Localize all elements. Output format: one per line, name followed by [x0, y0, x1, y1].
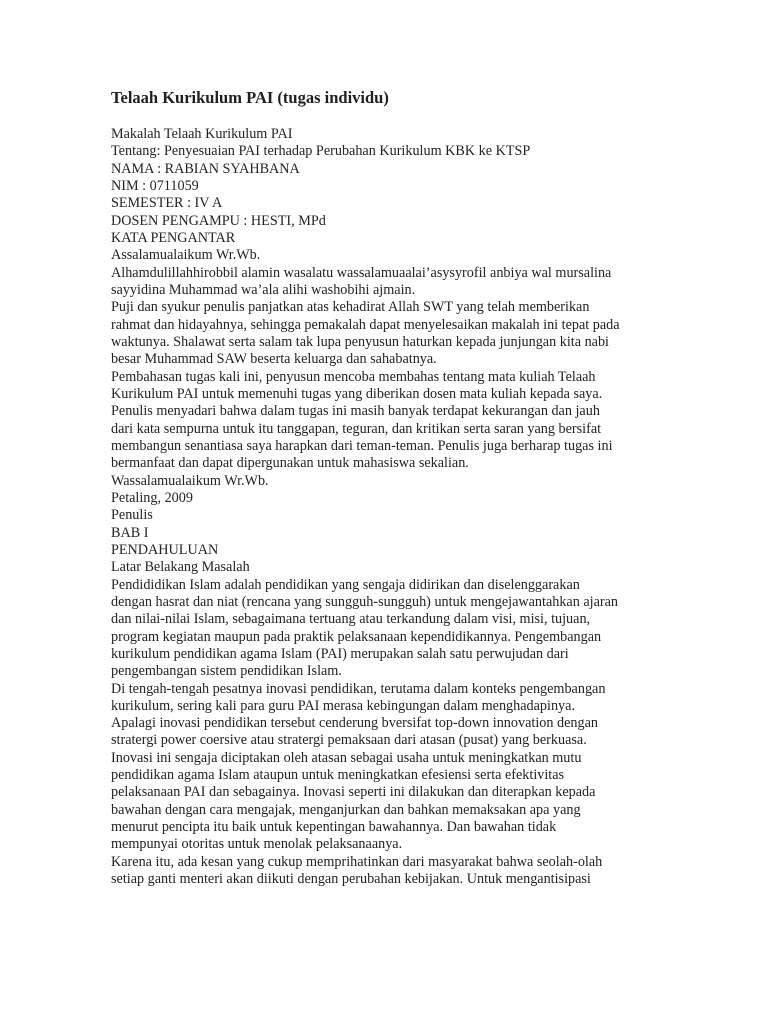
document-line: dari kata sempurna untuk itu tanggapan, teguran, dan kritikan serta saran yang bersifat	[111, 420, 602, 437]
document-line: pendidikan agama Islam ataupun untuk meningkatkan efesiensi serta efektivitas	[111, 767, 565, 784]
document-line: Assalamualaikum Wr.Wb.	[111, 247, 261, 264]
document-line: Penulis menyadari bahwa dalam tugas ini masih banyak terdapat kekurangan dan jauh	[111, 403, 600, 420]
document-line: NAMA : RABIAN SYAHBANA	[111, 160, 300, 177]
document-line: pengembangan sistem pendidikan Islam.	[111, 663, 342, 680]
document-line: pelaksanaan PAI dan sebagainya. Inovasi seperti ini dilakukan dan diterapkan kepada	[111, 784, 596, 801]
document-line: program kegiatan maupun pada praktik pelaksanaan kependidikannya. Pengembangan	[111, 628, 602, 645]
document-line: bermanfaat dan dapat dipergunakan untuk mahasiswa sekalian.	[111, 455, 469, 472]
document-line: besar Muhammad SAW beserta keluarga dan sahabatnya.	[111, 351, 437, 368]
document-line: Wassalamualaikum Wr.Wb.	[111, 472, 269, 489]
document-line: Apalagi inovasi pendidikan tersebut cenderung bversifat top-down innovation dengan	[111, 715, 598, 732]
document-line: Penulis	[111, 507, 153, 524]
document-title: Telaah Kurikulum PAI (tugas individu)	[111, 88, 389, 107]
document-line: KATA PENGANTAR	[111, 229, 236, 246]
document-line: Puji dan syukur penulis panjatkan atas kehadirat Allah SWT yang telah memberikan	[111, 299, 590, 316]
document-line: Karena itu, ada kesan yang cukup memprihatinkan dari masyarakat bahwa seolah-olah	[111, 853, 603, 870]
document-line: Kurikulum PAI untuk memenuhi tugas yang diberikan dosen mata kuliah kepada saya.	[111, 385, 603, 402]
document-line: Latar Belakang Masalah	[111, 559, 250, 576]
document-line: Tentang: Penyesuaian PAI terhadap Perubahan Kurikulum KBK ke KTSP	[111, 143, 531, 160]
document-line: PENDAHULUAN	[111, 541, 219, 558]
document-line: Di tengah-tengah pesatnya inovasi pendidikan, terutama dalam konteks pengembangan	[111, 680, 606, 697]
document-line: mempunyai otoritas untuk menolak pelaksanaanya.	[111, 836, 403, 853]
document-body	[111, 126, 671, 888]
document-line: kurikulum pendidikan agama Islam (PAI) merupakan salah satu perwujudan dari	[111, 645, 569, 662]
document-line: stratergi power coersive atau stratergi pemaksaan dari atasan (pusat) yang berkuasa.	[111, 732, 587, 749]
document-line: sayyidina Muhammad wa’ala alihi washobihi ajmain.	[111, 281, 416, 298]
document-line: rahmat dan hidayahnya, sehingga pemakalah dapat menyelesaikan makalah ini tepat pada	[111, 316, 620, 333]
document-line: membangun senantiasa saya harapkan dari teman-teman. Penulis juga berharap tugas ini	[111, 437, 613, 454]
document-line: dengan hasrat dan niat (rencana yang sungguh-sungguh) untuk mengejawantahkan ajaran	[111, 593, 619, 610]
document-line: menurut pencipta itu baik untuk kepentingan bawahannya. Dan bawahan tidak	[111, 819, 557, 836]
document-line: Alhamdulillahhirobbil alamin wasalatu wassalamuaalai’asysyrofil anbiya wal mursalina	[111, 264, 612, 281]
document-line: bawahan dengan cara mengajak, menganjurkan dan bahkan memaksakan apa yang	[111, 801, 581, 818]
document-line: Pendididikan Islam adalah pendidikan yang sengaja didirikan dan diselenggarakan	[111, 576, 580, 593]
document-line: dan nilai-nilai Islam, sebagaimana tertuang atau terkandung dalam visi, misi, tujuan,	[111, 611, 591, 628]
document-line: Inovasi ini sengaja diciptakan oleh atasan sebagai usaha untuk meningkatkan mutu	[111, 749, 582, 766]
document-line: Pembahasan tugas kali ini, penyusun mencoba membahas tentang mata kuliah Telaah	[111, 368, 596, 385]
document-line: Petaling, 2009	[111, 489, 193, 506]
document-line: NIM : 0711059	[111, 177, 199, 194]
document-line: DOSEN PENGAMPU : HESTI, MPd	[111, 212, 326, 229]
document-line: kurikulum, sering kali para guru PAI merasa kebingungan dalam menghadapinya.	[111, 697, 575, 714]
document-line: setiap ganti menteri akan diikuti dengan perubahan kebijakan. Untuk mengantisipasi	[111, 871, 591, 888]
document-line: waktunya. Shalawat serta salam tak lupa penyusun haturkan kepada junjungan kita nabi	[111, 333, 609, 350]
document-line: Makalah Telaah Kurikulum PAI	[111, 126, 293, 142]
document-line: SEMESTER : IV A	[111, 195, 223, 212]
document-line: BAB I	[111, 524, 149, 541]
